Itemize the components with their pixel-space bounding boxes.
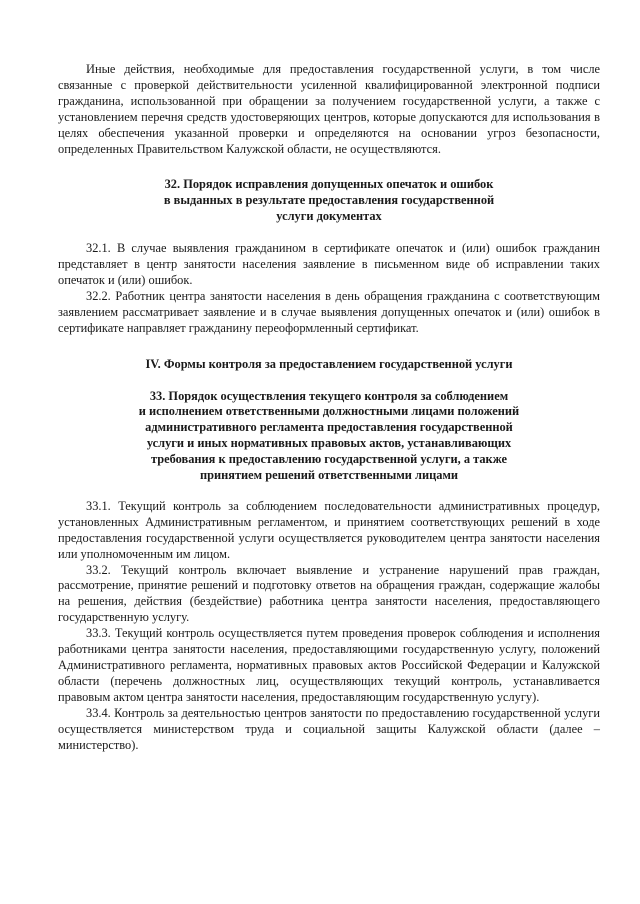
section-33-heading-line2: и исполнением ответственными должностными лицами положений: [138, 404, 520, 419]
section-33-heading-line6: принятием решений ответственными лицами: [199, 468, 459, 483]
section-33-heading-line1: 33. Порядок осуществления текущего контроля за соблюдением: [149, 388, 509, 403]
section-33-heading-line5: требования к предоставлению государственной услуги, а также: [150, 452, 508, 467]
section-33-heading: [58, 389, 600, 484]
paragraph-33-4: 33.4. Контроль за деятельностью центров занятости по предоставлению государственной услуги осуществляется министерством труда и социальной защиты Калужской области (далее – министерство).: [58, 705, 600, 752]
section-IV-heading: IV. Формы контроля за предоставлением государственной услуги: [145, 356, 513, 371]
paragraph-33-2: 33.2. Текущий контроль включает выявление и устранение нарушений прав граждан, рассмотрение, принятие решений и подготовку ответов на обращения граждан, содержащие жалобы на решения, действия (бездействие) работника центра занятости населения, предоставляющего государственную услугу.: [58, 562, 600, 625]
paragraph-33-3: 33.3. Текущий контроль осуществляется путем проведения проверок соблюдения и исполнения работниками центра занятости населения, предоставляющими государственную услугу, положений Административного регламента, нормативных правовых актов Российской Федерации и Калужской области (перечень должностных лиц, осуществляющих текущий контроль, устанавливается правовым актом центра занятости населения, предоставляющим государственную услугу).: [58, 626, 600, 704]
section-32-heading: [58, 177, 600, 225]
paragraph-32-1: 32.1. В случае выявления гражданином в сертификате опечаток и (или) ошибок гражданин представляет в центр занятости населения заявление в письменном виде об исправлении таких опечаток и (или) ошибок.: [58, 241, 600, 287]
section-33-heading-line4: услуги и иных нормативных правовых актов, устанавливающих: [146, 436, 512, 451]
document-page: [58, 62, 600, 753]
paragraph-33-1: 33.1. Текущий контроль за соблюдением последовательности административных процедур, установленных Административным регламентом, и принятием соответствующих решений в ходе предоставления государственной услуги осуществляется руководителем центра занятости населения или уполномоченным им лицом.: [58, 498, 600, 561]
paragraph-32-2: 32.2. Работник центра занятости населения в день обращения гражданина с соответствующим заявлением рассматривает заявление и в случае выявления допущенных опечаток и (или) ошибок в сертификате направляет гражданину переоформленный сертификат.: [58, 288, 600, 335]
section-32-heading-line2: в выданных в результате предоставления государственной: [163, 193, 495, 208]
section-32-heading-line3: услуги документах: [276, 209, 382, 224]
section-33-heading-line3: административного регламента предоставления государственной: [145, 420, 513, 435]
section-32-heading-line1: 32. Порядок исправления допущенных опечаток и ошибок: [164, 177, 494, 192]
intro-paragraph: Иные действия, необходимые для предоставления государственной услуги, в том числе связанные с проверкой действительности усиленной квалифицированной электронной подписи гражданина, использованной при обращении за получением государственной услуги, а также с установлением перечня средств удостоверяющих центров, которые допускаются для использования в целях обеспечения указанной проверки и определяются на основании угроз безопасности, определенных Правительством Калужской области, не осуществляются.: [58, 62, 600, 156]
